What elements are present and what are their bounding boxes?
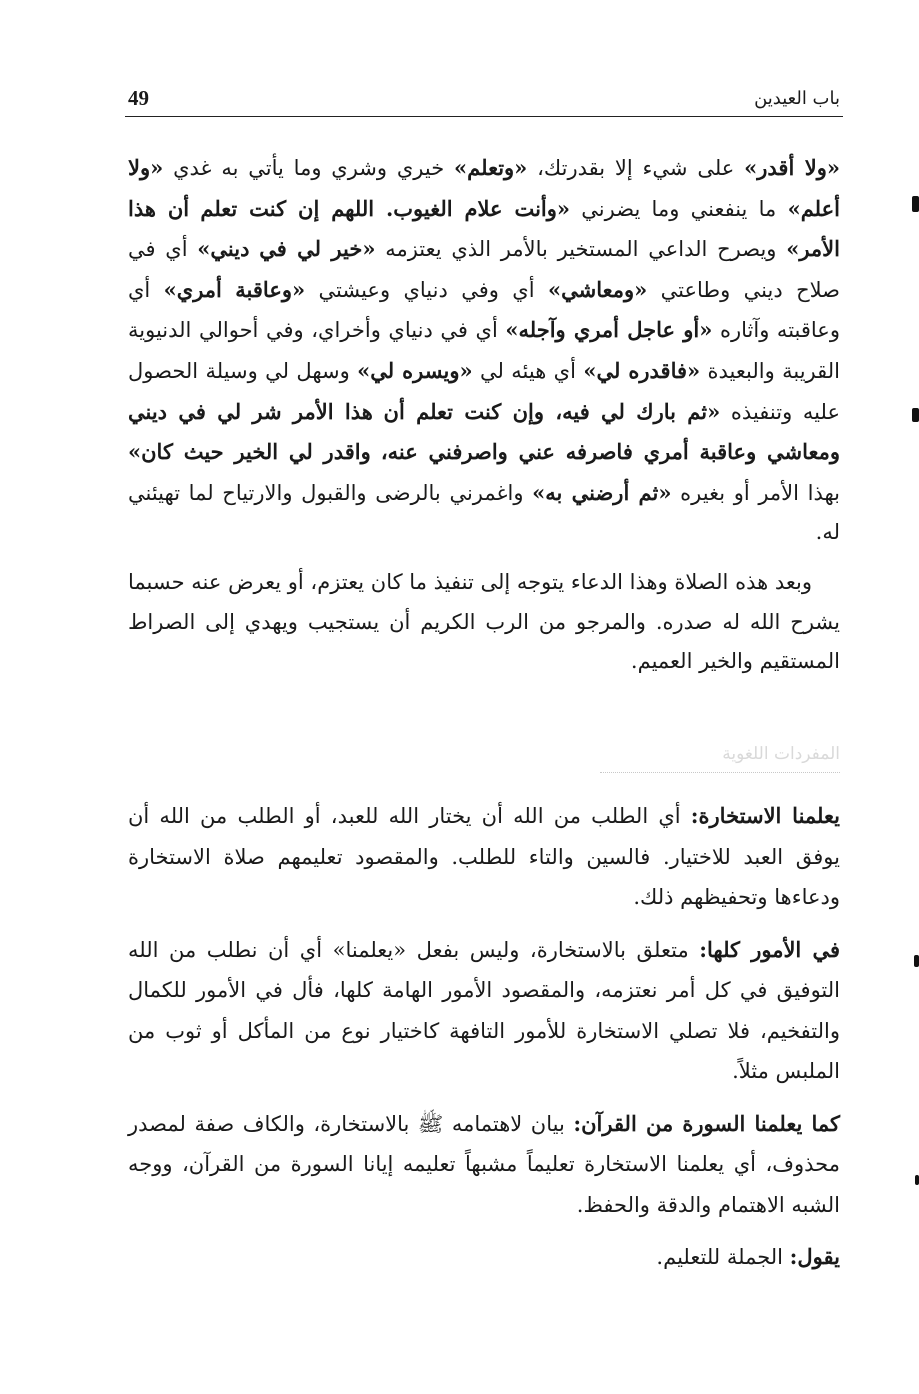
text-run: أي وعاقبته وآثاره: [128, 277, 840, 343]
text-run: وفي أحوالي الدنيوية القريبة والبعيدة: [128, 318, 840, 383]
bold-phrase: «ولا أقدر»: [744, 155, 840, 180]
note-term: يقول:: [789, 1244, 840, 1269]
bold-phrase: «فاقدره لي»: [583, 357, 701, 383]
bold-phrase: أن هذا الأمر»: [128, 195, 840, 262]
text-run: وسهل لي وسيلة الحصول عليه وتنفيذه: [128, 358, 840, 424]
text-run: أي هيئه لي: [472, 358, 584, 383]
margin-scan-mark: [914, 955, 919, 967]
section-divider: [600, 772, 840, 773]
bold-phrase: «خير لي في: [259, 236, 376, 262]
note-item: [128, 796, 840, 918]
bold-phrase: ديني»: [197, 236, 250, 262]
note-text: بيان لاهتمامه ﷺ بالاستخارة، والكاف صفة لمصدر محذوف، أي يعلمنا الاستخارة تعليماً مشبهاً تعليمه إيانا السورة من القرآن، ووجه الشبه الاهتمام والدقة والحفظ.: [128, 1111, 840, 1217]
text-run: أي في دنياي وأخراي،: [311, 318, 506, 343]
margin-scan-mark: [912, 408, 919, 422]
text-run: خيري وشري وما يأتي به غدي: [173, 156, 455, 180]
note-item: [128, 930, 840, 1092]
note-item: [128, 1237, 840, 1278]
text-run: بالرضى والقبول والارتياح لما تهيئني له.: [128, 480, 840, 545]
bold-phrase: واقدر لي الخير حيث كان»: [128, 439, 371, 465]
paragraph-1: [128, 148, 840, 553]
bold-phrase: «أو عاجل أمري وآجله»: [505, 317, 713, 343]
bold-phrase: «وأنت علام الغيوب. اللهم إن كنت تعلم: [200, 195, 571, 221]
header-rule: [125, 116, 843, 117]
text-run: أي في صلاح ديني وطاعتي: [128, 237, 840, 302]
note-term: في الأمور كلها:: [699, 936, 840, 962]
bold-phrase: «وتعلم»: [454, 155, 528, 180]
bold-phrase: «ثم بارك لي فيه، وإن كنت تعلم أن: [383, 398, 721, 424]
text-run: ما ينفعني وما يضرني: [570, 196, 788, 221]
page-header: [128, 86, 840, 112]
margin-scan-mark: [915, 1175, 919, 1185]
text-run: أي وفي دنياي وعيشتي: [305, 277, 548, 302]
bold-phrase: «وعاقبة: [235, 276, 306, 302]
note-term: يعلمنا الاستخارة:: [690, 803, 840, 828]
note-term: كما يعلمنا السورة من القرآن:: [573, 1110, 841, 1136]
bold-phrase: «ومعاشي»: [547, 276, 648, 302]
page-number: 49: [128, 86, 149, 110]
note-text: أي الطلب من الله أن يختار الله للعبد، أو الطلب من الله أن يوفق العبد للاختيار. فالسين والتاء للطلب. والمقصود تعليمهم صلاة الاستخارة ودعاءها وتحفيظهم ذلك.: [128, 804, 840, 909]
note-text: الجملة للتعليم.: [656, 1245, 790, 1269]
bold-phrase: «ثم أرضني به»: [532, 479, 672, 505]
main-text: [128, 148, 840, 682]
margin-scan-mark: [912, 196, 919, 212]
bold-phrase: هذا الأمر شر لي في ديني ومعاشي وعاقبة أمري فاصرفه عني واصرفني عنه،: [128, 398, 840, 465]
text-run: ويصرح الداعي المستخير بالأمر الذي يعتزمه: [375, 237, 787, 262]
vocabulary-notes: [128, 796, 840, 1290]
bold-phrase: «ويسره لي»: [357, 357, 473, 383]
paragraph-2: وبعد هذه الصلاة وهذا الدعاء يتوجه إلى تنفيذ ما كان يعتزم، أو يعرض عنه حسبما يشرح الله له صدره. والمرجو من الرب الكريم أن يستجيب ويهدي إلى الصراط المستقيم والخير العميم.: [128, 569, 840, 674]
text-run: واغمرني: [449, 480, 533, 505]
bold-phrase: أمري»: [163, 276, 222, 302]
section-heading-text: المفردات اللغوية: [722, 744, 840, 764]
text-run: بهذا الأمر أو بغيره: [671, 480, 840, 505]
bold-phrase: «ولا أعلم»: [128, 155, 840, 221]
running-title: باب العيدين: [754, 88, 840, 109]
section-heading: [580, 744, 840, 774]
note-item: [128, 1104, 840, 1226]
note-text: متعلق بالاستخارة، وليس بفعل «يعلمنا» أي أن نطلب من الله التوفيق في كل أمر نعتزمه، والمقصود الأمور الهامة كلها، فأل في الأمور للكمال والتفخيم، فلا تصلي الاستخارة للأمور التافهة كاختيار نوع من المأكل أو ثوب من الملبس مثلاً.: [128, 937, 840, 1083]
text-run: على شيء إلا بقدرتك،: [527, 156, 745, 180]
